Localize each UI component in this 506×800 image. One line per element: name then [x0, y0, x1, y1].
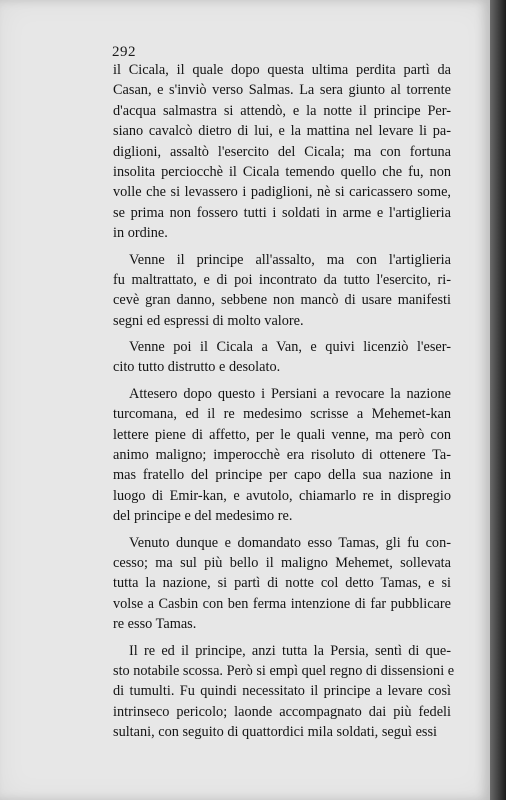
paragraph [113, 337, 451, 378]
text-line: turcomana, ed il re medesimo scrisse a Mehemet-kan [113, 406, 451, 423]
text-line: diglioni, assaltò l'esercito del Cicala; ma con fortuna [113, 143, 451, 160]
text-line: il Cicala, il quale dopo questa ultima perdita partì da [113, 62, 451, 78]
paragraph [113, 641, 455, 743]
page-number: 292 [112, 44, 136, 60]
text-line: segni ed espressi di molto valore. [113, 312, 304, 329]
text-line: lettere piene di affetto, per le quali venne, ma però con [113, 426, 451, 443]
text-line: Casan, e s'inviò verso Salmas. La sera giunto al torrente [113, 82, 451, 99]
book-gutter [490, 0, 506, 800]
paragraph [113, 250, 451, 332]
text-line: tutta la nazione, si partì di notte col detto Tamas, e si [113, 575, 451, 592]
text-line: d'acqua salmastra si attendò, e la notte il principe Per- [113, 102, 451, 119]
text-line: sto notabile scossa. Però si empì quel regno di dissensioni e [113, 662, 455, 679]
text-line: intrinseco pericolo; laonde accompagnato dai più fedeli [113, 703, 451, 720]
text-line: Venne il principe all'assalto, ma con l'artiglieria [129, 251, 451, 268]
text-line: mas fratello del principe per capo della sua nazione in [113, 467, 451, 484]
text-line: animo maligno; imperocchè era risoluto di ottenere Ta- [113, 447, 451, 464]
text-line: volse a Casbin con ben ferma intenzione di far pubblicare [113, 595, 451, 612]
paragraph [113, 60, 451, 244]
text-line: se prima non fossero tutti i soldati in arme e l'artiglieria [113, 204, 451, 221]
paragraph [113, 384, 451, 527]
text-line: re esso Tamas. [113, 616, 197, 633]
text-line: sultani, con seguito di quattordici mila soldati, seguì essi [113, 724, 438, 741]
text-line: siano cavalcò dietro di lui, e la mattina nel levare li pa- [113, 123, 451, 140]
text-line: fu maltrattato, e di poi incontrato da tutto l'esercito, ri- [113, 271, 451, 288]
text-line: in ordine. [113, 225, 168, 242]
text-line: volle che si levassero i padiglioni, nè si caricassero some, [113, 184, 451, 201]
text-line: cevè gran danno, sebbene non mancò di usare manifesti [113, 292, 451, 309]
text-line: Il re ed il principe, anzi tutta la Persia, sentì di que- [129, 642, 451, 659]
text-line: di tumulti. Fu quindi necessitato il principe a levare così [113, 683, 451, 700]
text-line: Venuto dunque e domandato esso Tamas, gli fu con- [129, 534, 451, 551]
text-line: Venne poi il Cicala a Van, e quivi licenziò l'eser- [129, 339, 451, 356]
text-line: Attesero dopo questo i Persiani a revocare la nazione [129, 385, 451, 402]
text-line: del principe e del medesimo re. [113, 508, 293, 525]
paragraph [113, 533, 451, 635]
text-line: cesso; ma sul più bello il maligno Mehemet, sollevata [113, 554, 451, 571]
page-text [113, 60, 455, 743]
text-line: cito tutto distrutto e desolato. [113, 359, 281, 376]
text-line: luogo di Emir-kan, e avutolo, chiamarlo re in dispregio [113, 487, 451, 504]
text-line: insolita perciocchè il Cicala temendo quello che fu, non [113, 163, 451, 180]
